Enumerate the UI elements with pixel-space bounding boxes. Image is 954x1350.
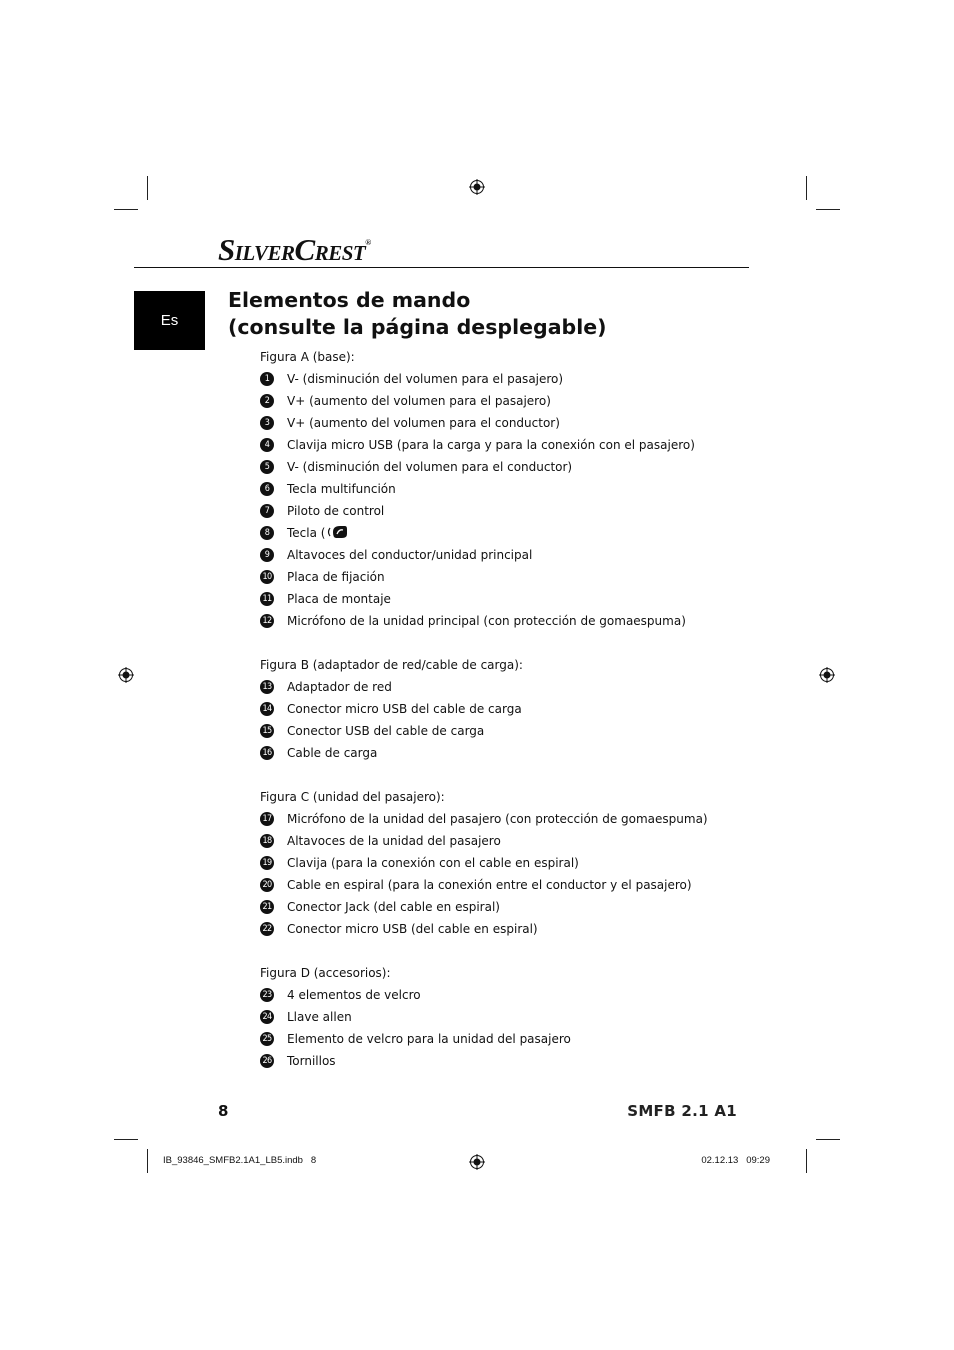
item-label xyxy=(287,544,532,566)
model-name: SMFB 2.1 A1 xyxy=(627,1102,737,1120)
list-item xyxy=(260,830,740,852)
item-label-text: Conector micro USB (del cable en espiral) xyxy=(287,922,538,936)
item-number-badge: 19 xyxy=(260,856,274,870)
item-label-text: Tornillos xyxy=(287,1054,336,1068)
list-item xyxy=(260,566,740,588)
item-number-badge: 11 xyxy=(260,592,274,606)
item-label xyxy=(287,1028,571,1050)
list-item xyxy=(260,610,740,632)
figure-group-label: Figura D (accesorios): xyxy=(260,966,391,980)
item-label xyxy=(287,720,484,742)
controls-list xyxy=(260,346,740,1072)
item-label-text: V+ (aumento del volumen para el conductor) xyxy=(287,416,560,430)
item-number-badge: 7 xyxy=(260,504,274,518)
crop-mark xyxy=(806,1149,807,1173)
figure-group-label: Figura B (adaptador de red/cable de carga): xyxy=(260,658,523,672)
crop-mark xyxy=(806,176,807,200)
item-label-text: Conector Jack (del cable en espiral) xyxy=(287,900,500,914)
list-item xyxy=(260,412,740,434)
phone-call-icon xyxy=(326,525,348,539)
page-title xyxy=(228,287,607,341)
item-number-badge: 22 xyxy=(260,922,274,936)
item-label-text: Altavoces de la unidad del pasajero xyxy=(287,834,501,848)
item-label xyxy=(287,808,708,830)
item-number-badge: 21 xyxy=(260,900,274,914)
item-label xyxy=(287,1006,352,1028)
list-item xyxy=(260,720,740,742)
list-item xyxy=(260,1050,740,1072)
list-item xyxy=(260,500,740,522)
list-item xyxy=(260,698,740,720)
list-item xyxy=(260,676,740,698)
item-label xyxy=(287,522,348,544)
list-item xyxy=(260,522,740,544)
item-number-badge: 4 xyxy=(260,438,274,452)
item-label xyxy=(287,874,692,896)
item-number-badge: 14 xyxy=(260,702,274,716)
list-item xyxy=(260,984,740,1006)
item-label xyxy=(287,390,551,412)
item-number-badge: 12 xyxy=(260,614,274,628)
language-tab: Es xyxy=(134,291,205,350)
crop-mark xyxy=(147,176,148,200)
item-label xyxy=(287,500,384,522)
item-label-text: Conector USB del cable de carga xyxy=(287,724,485,738)
list-item xyxy=(260,544,740,566)
item-label-text: Llave allen xyxy=(287,1010,352,1024)
item-label-text: Elemento de velcro para la unidad del pasajero xyxy=(287,1032,571,1046)
item-number-badge: 8 xyxy=(260,526,274,540)
crop-mark xyxy=(816,209,840,210)
item-label-text: Cable en espiral (para la conexión entre el conductor y el pasajero) xyxy=(287,878,692,892)
group-spacer xyxy=(260,764,740,786)
item-label-text: 4 elementos de velcro xyxy=(287,988,421,1002)
item-number-badge: 20 xyxy=(260,878,274,892)
item-label xyxy=(287,918,538,940)
item-label-text: V- (disminución del volumen para el pasajero) xyxy=(287,372,564,386)
item-number-badge: 18 xyxy=(260,834,274,848)
item-label-text: Placa de montaje xyxy=(287,592,391,606)
list-item xyxy=(260,852,740,874)
header-rule xyxy=(134,267,749,268)
brand-logo: SILVERCREST® xyxy=(218,232,371,267)
item-number-badge: 16 xyxy=(260,746,274,760)
item-label xyxy=(287,896,500,918)
item-label xyxy=(287,676,392,698)
item-label-text: Tecla ( xyxy=(287,526,326,540)
item-label-text: Clavija micro USB (para la carga y para la conexión con el pasajero) xyxy=(287,438,695,452)
page-title-line2: (consulte la página desplegable) xyxy=(228,315,607,339)
item-label xyxy=(287,368,563,390)
item-number-badge: 13 xyxy=(260,680,274,694)
registration-mark-icon xyxy=(469,1154,485,1170)
item-number-badge: 10 xyxy=(260,570,274,584)
print-slug-file: IB_93846_SMFB2.1A1_LB5.indb 8 xyxy=(163,1155,317,1166)
item-label xyxy=(287,412,560,434)
page-title-line1: Elementos de mando xyxy=(228,288,471,312)
list-item xyxy=(260,896,740,918)
item-label xyxy=(287,830,501,852)
list-item xyxy=(260,874,740,896)
item-label xyxy=(287,478,396,500)
list-item xyxy=(260,742,740,764)
item-number-badge: 3 xyxy=(260,416,274,430)
item-label-text: Micrófono de la unidad del pasajero (con protección de gomaespuma) xyxy=(287,812,708,826)
group-spacer xyxy=(260,632,740,654)
item-label xyxy=(287,1050,336,1072)
list-item xyxy=(260,478,740,500)
item-number-badge: 15 xyxy=(260,724,274,738)
crop-mark xyxy=(816,1139,840,1140)
list-item xyxy=(260,434,740,456)
item-label xyxy=(287,566,385,588)
list-item xyxy=(260,1006,740,1028)
item-number-badge: 26 xyxy=(260,1054,274,1068)
item-label xyxy=(287,984,421,1006)
item-label-text: Micrófono de la unidad principal (con protección de gomaespuma) xyxy=(287,614,686,628)
item-label-text: Cable de carga xyxy=(287,746,378,760)
item-number-badge: 23 xyxy=(260,988,274,1002)
group-spacer xyxy=(260,940,740,962)
list-item xyxy=(260,1028,740,1050)
list-item xyxy=(260,588,740,610)
list-item xyxy=(260,368,740,390)
registration-mark-icon xyxy=(469,179,485,195)
item-label xyxy=(287,610,686,632)
list-item xyxy=(260,808,740,830)
item-label-text: Clavija (para la conexión con el cable en espiral) xyxy=(287,856,579,870)
item-number-badge: 17 xyxy=(260,812,274,826)
figure-group-label: Figura A (base): xyxy=(260,350,355,364)
crop-mark xyxy=(114,209,138,210)
item-label-text: V- (disminución del volumen para el conductor) xyxy=(287,460,573,474)
list-item xyxy=(260,456,740,478)
item-label-text: V+ (aumento del volumen para el pasajero) xyxy=(287,394,551,408)
item-number-badge: 9 xyxy=(260,548,274,562)
page-number: 8 xyxy=(218,1102,229,1120)
item-label xyxy=(287,456,572,478)
crop-mark xyxy=(147,1149,148,1173)
registration-mark-icon xyxy=(819,667,835,683)
crop-mark xyxy=(114,1139,138,1140)
item-label-text: Tecla multifunción xyxy=(287,482,396,496)
item-number-badge: 25 xyxy=(260,1032,274,1046)
registered-mark: ® xyxy=(365,238,371,247)
print-slug-date: 02.12.13 09:29 xyxy=(701,1155,770,1166)
item-label-text: Piloto de control xyxy=(287,504,385,518)
item-label xyxy=(287,742,377,764)
list-item xyxy=(260,390,740,412)
item-label-text: Adaptador de red xyxy=(287,680,392,694)
item-label xyxy=(287,852,579,874)
figure-group-label: Figura C (unidad del pasajero): xyxy=(260,790,445,804)
item-number-badge: 5 xyxy=(260,460,274,474)
item-label-text: Conector micro USB del cable de carga xyxy=(287,702,522,716)
item-label xyxy=(287,434,695,456)
item-label xyxy=(287,698,522,720)
item-number-badge: 1 xyxy=(260,372,274,386)
item-label xyxy=(287,588,391,610)
item-number-badge: 6 xyxy=(260,482,274,496)
item-label-text: Placa de fijación xyxy=(287,570,385,584)
item-label-text: Altavoces del conductor/unidad principal xyxy=(287,548,533,562)
item-number-badge: 2 xyxy=(260,394,274,408)
list-item xyxy=(260,918,740,940)
registration-mark-icon xyxy=(118,667,134,683)
item-number-badge: 24 xyxy=(260,1010,274,1024)
